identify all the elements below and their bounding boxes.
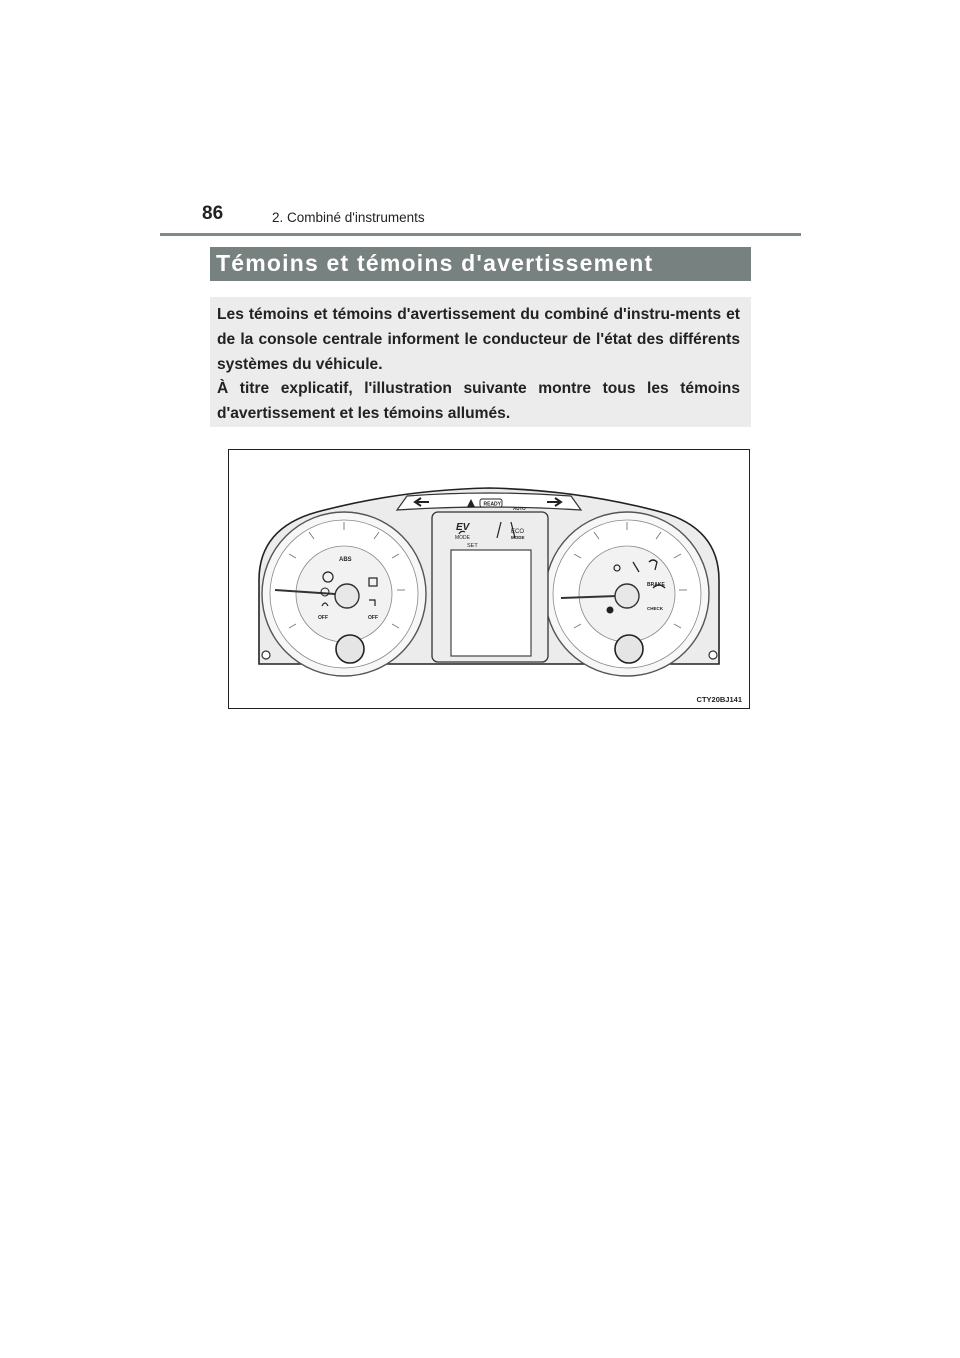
section-title: Témoins et témoins d'avertissement xyxy=(216,250,654,276)
right-gauge-hub xyxy=(615,584,639,608)
header-rule xyxy=(160,233,801,236)
intro-paragraph: À titre explicatif, l'illustration suivante montre tous les témoins d'avertissement et les témoins allumés. xyxy=(217,380,740,422)
instrument-cluster-illustration xyxy=(229,450,749,708)
intro-paragraph: Les témoins et témoins d'avertissement du combiné d'instru-ments et de la console centrale informent le conducteur de l'état des différents systèmes du véhicule. xyxy=(217,306,740,373)
auto-headlight-label: AUTO xyxy=(513,506,526,511)
figure-code: CTY20BJ141 xyxy=(696,695,742,704)
instrument-cluster-figure xyxy=(228,449,750,709)
screw xyxy=(709,651,717,659)
vsc-off-label: OFF xyxy=(318,615,328,621)
trc-off-label: OFF xyxy=(368,615,378,621)
multi-info-display xyxy=(451,550,531,656)
chapter-title: 2. Combiné d'instruments xyxy=(272,210,425,225)
low-fuel-level-icon xyxy=(607,607,614,614)
brake-label: BRAKE xyxy=(647,582,665,588)
abs-label: ABS xyxy=(339,557,352,563)
ready-label: READY xyxy=(483,501,502,508)
right-trip-knob xyxy=(615,635,643,663)
ev-mode-label: MODE xyxy=(455,535,470,541)
page-number: 86 xyxy=(202,203,224,224)
ev-label: EV xyxy=(456,522,470,533)
left-trip-knob xyxy=(336,635,364,663)
left-gauge-hub xyxy=(335,584,359,608)
eco-mode-label: MODE xyxy=(511,535,525,540)
check-label: CHECK xyxy=(647,606,664,611)
eco-label: ECO xyxy=(511,529,525,535)
section-banner xyxy=(210,247,751,281)
cruise-set-label: SET xyxy=(467,543,478,549)
screw xyxy=(262,651,270,659)
intro-box xyxy=(210,297,751,427)
